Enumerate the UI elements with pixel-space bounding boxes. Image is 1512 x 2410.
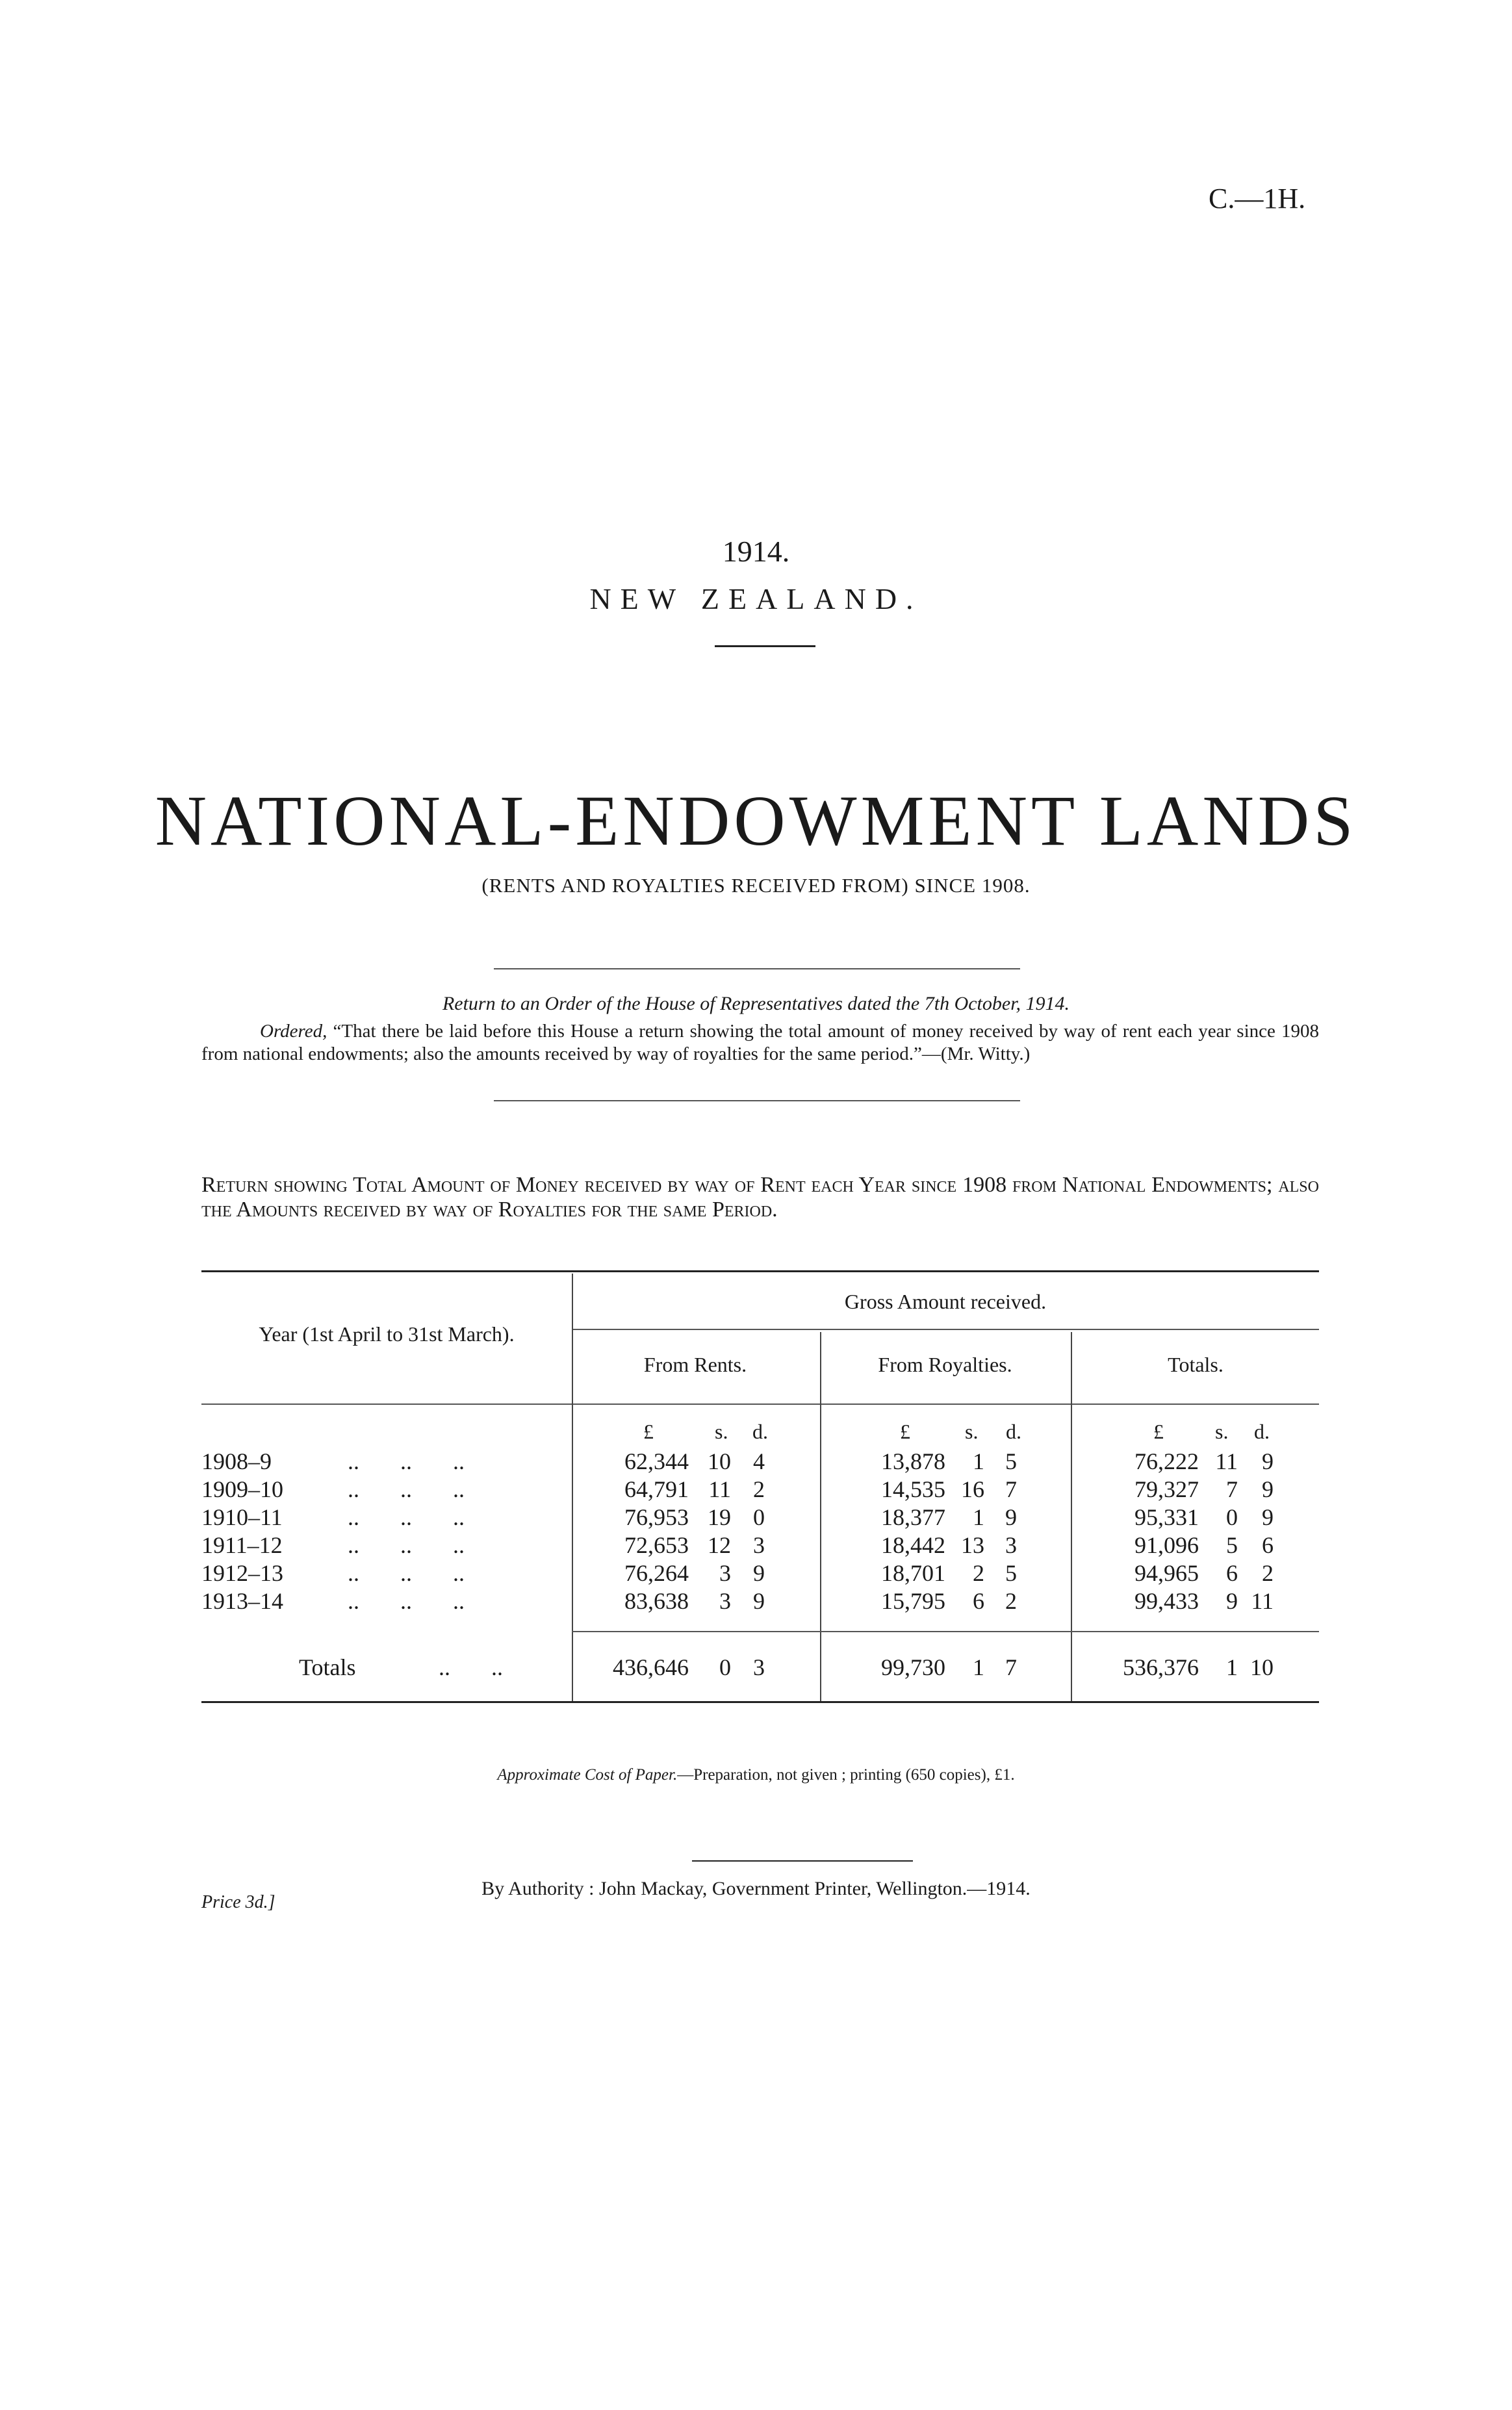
- gross-underline: [572, 1329, 1319, 1330]
- leader-dots: .. .. ..: [348, 1504, 465, 1530]
- totals-shillings: 6: [1226, 1560, 1238, 1586]
- document-code: C.—1H.: [1209, 183, 1306, 214]
- royalties-pence: 7: [1005, 1476, 1017, 1502]
- footer-rule: [692, 1860, 913, 1862]
- year-cell: 1911–12: [201, 1532, 283, 1558]
- rents-shillings: 3: [719, 1588, 731, 1614]
- rents-pence: 4: [753, 1448, 765, 1474]
- rents-pence: 3: [753, 1532, 765, 1558]
- rents-shillings: 12: [708, 1532, 731, 1558]
- rents-pence: 9: [753, 1560, 765, 1586]
- royalties-pence: 5: [1005, 1448, 1017, 1474]
- grand-total-pounds: 536,376: [1123, 1654, 1199, 1680]
- gross-amount-header: Gross Amount received.: [844, 1290, 1047, 1313]
- royalties-shillings: 13: [961, 1532, 984, 1558]
- totals-pounds: 95,331: [1134, 1504, 1199, 1530]
- rents-shillings: 11: [708, 1476, 731, 1502]
- royalties-pence: 5: [1005, 1560, 1017, 1586]
- ordered-lead: Ordered,: [260, 1021, 327, 1042]
- return-order-line: Return to an Order of the House of Representatives dated the 7th October, 1914.: [442, 993, 1070, 1014]
- leader-dots: .. .. ..: [348, 1476, 465, 1502]
- royalties-pence-total: 7: [1005, 1654, 1017, 1680]
- leader-dots: .. .. ..: [348, 1448, 465, 1474]
- royalties-pence: 3: [1005, 1532, 1017, 1558]
- header-divider: [715, 645, 815, 647]
- royalties-shillings-total: 1: [973, 1654, 984, 1680]
- rents-pounds: 62,344: [624, 1448, 689, 1474]
- cost-note: [0, 1766, 1512, 1784]
- rents-pounds: 76,264: [624, 1560, 689, 1586]
- totals-pence: 9: [1262, 1448, 1274, 1474]
- totals-pence: 9: [1262, 1476, 1274, 1502]
- return-heading: Return showing Total Amount of Money received by way of Rent each Year since 1908 from National Endowments; also the Amounts received by way of Royalties for the same Period.: [201, 1173, 1319, 1222]
- totals-pounds: 79,327: [1134, 1476, 1199, 1502]
- royalties-pounds: 18,377: [881, 1504, 945, 1530]
- royalties-pounds: 14,535: [881, 1476, 945, 1502]
- royalties-pounds: 15,795: [881, 1588, 945, 1614]
- royalties-pound-unit: £: [900, 1420, 910, 1443]
- totals-pounds: 91,096: [1134, 1532, 1199, 1558]
- totals-shillings: 9: [1226, 1588, 1238, 1614]
- royalties-pounds: 18,442: [881, 1532, 945, 1558]
- rents-pence: 9: [753, 1588, 765, 1614]
- leader-dots: .. ..: [439, 1654, 503, 1680]
- totals-pound-unit: £: [1153, 1420, 1164, 1443]
- rents-shillings-total: 0: [719, 1654, 731, 1680]
- table-top-rule: [201, 1270, 1319, 1272]
- price-note: Price 3d.]: [201, 1892, 275, 1912]
- totals-label: Totals: [299, 1654, 356, 1680]
- subtitle: (RENTS AND ROYALTIES RECEIVED FROM) SINCE 1908.: [481, 874, 1031, 897]
- totals-shillings: 5: [1226, 1532, 1238, 1558]
- rents-pounds: 64,791: [624, 1476, 689, 1502]
- year-cell: 1913–14: [201, 1588, 283, 1614]
- rents-shilling-unit: s.: [715, 1420, 728, 1443]
- royalties-pence: 2: [1005, 1588, 1017, 1614]
- totals-pence: 6: [1262, 1532, 1274, 1558]
- royalties-shillings: 16: [961, 1476, 984, 1502]
- year-column-header: Year (1st April to 31st March).: [259, 1322, 515, 1346]
- cost-text: —Preparation, not given ; printing (650 copies), £1.: [677, 1766, 1015, 1784]
- royalties-pence-unit: d.: [1006, 1420, 1021, 1443]
- rents-pence: 2: [753, 1476, 765, 1502]
- rents-pence-unit: d.: [752, 1420, 768, 1443]
- rents-pence-total: 3: [753, 1654, 765, 1680]
- header-bottom-rule: [201, 1404, 1319, 1405]
- rents-pounds: 76,953: [624, 1504, 689, 1530]
- year-cell: 1909–10: [201, 1476, 283, 1502]
- main-title: NATIONAL-ENDOWMENT LANDS: [155, 781, 1357, 860]
- leader-dots: .. .. ..: [348, 1588, 465, 1614]
- royalties-pounds: 18,701: [881, 1560, 945, 1586]
- royalties-header: From Royalties.: [878, 1353, 1012, 1376]
- totals-row: [201, 1654, 1319, 1686]
- grand-total-shillings: 1: [1226, 1654, 1238, 1680]
- table-row: [201, 1587, 1319, 1620]
- totals-header: Totals.: [1168, 1353, 1224, 1376]
- cost-label: Approximate Cost of Paper.: [497, 1766, 678, 1784]
- printer-authority: By Authority : John Mackay, Government Printer, Wellington.—1914.: [481, 1878, 1031, 1899]
- ordered-paragraph: [201, 1020, 1319, 1066]
- rents-pounds: 72,653: [624, 1532, 689, 1558]
- totals-shillings: 0: [1226, 1504, 1238, 1530]
- royalties-pence: 9: [1005, 1504, 1017, 1530]
- royalties-shillings: 2: [973, 1560, 984, 1586]
- country-heading: NEW ZEALAND.: [589, 582, 923, 615]
- rents-shillings: 19: [708, 1504, 731, 1530]
- totals-pence: 2: [1262, 1560, 1274, 1586]
- rents-shillings: 10: [708, 1448, 731, 1474]
- rents-pounds: 83,638: [624, 1588, 689, 1614]
- royalties-shillings: 6: [973, 1588, 984, 1614]
- grand-total-pence: 10: [1250, 1654, 1274, 1680]
- year-heading: 1914.: [722, 535, 790, 568]
- rents-pounds-total: 436,646: [613, 1654, 689, 1680]
- totals-pounds: 99,433: [1134, 1588, 1199, 1614]
- totals-pence: 9: [1262, 1504, 1274, 1530]
- royalties-shilling-unit: s.: [965, 1420, 979, 1443]
- royalties-shillings: 1: [973, 1504, 984, 1530]
- rents-shillings: 3: [719, 1560, 731, 1586]
- rents-pound-unit: £: [643, 1420, 654, 1443]
- year-cell: 1912–13: [201, 1560, 283, 1586]
- leader-dots: .. .. ..: [348, 1560, 465, 1586]
- royalties-pounds-total: 99,730: [881, 1654, 945, 1680]
- totals-top-rule: [572, 1631, 1319, 1632]
- totals-shillings: 7: [1226, 1476, 1238, 1502]
- ordered-text: “That there be laid before this House a return showing the total amount of money received by way of rent each year since 1908 from national endowments; also the amounts received by way of royalties for the same period.”—(Mr. Witty.): [201, 1021, 1319, 1064]
- totals-pence: 11: [1251, 1588, 1274, 1614]
- totals-pounds: 94,965: [1134, 1560, 1199, 1586]
- order-bottom-rule: [494, 1100, 1020, 1101]
- leader-dots: .. .. ..: [348, 1532, 465, 1558]
- royalties-pounds: 13,878: [881, 1448, 945, 1474]
- rents-pence: 0: [753, 1504, 765, 1530]
- table-bottom-rule: [201, 1701, 1319, 1703]
- rents-header: From Rents.: [643, 1353, 747, 1376]
- year-cell: 1908–9: [201, 1448, 272, 1474]
- totals-pounds: 76,222: [1134, 1448, 1199, 1474]
- totals-shillings: 11: [1215, 1448, 1238, 1474]
- order-top-rule: [494, 968, 1020, 969]
- totals-shilling-unit: s.: [1215, 1420, 1229, 1443]
- royalties-shillings: 1: [973, 1448, 984, 1474]
- totals-pence-unit: d.: [1254, 1420, 1270, 1443]
- year-cell: 1910–11: [201, 1504, 283, 1530]
